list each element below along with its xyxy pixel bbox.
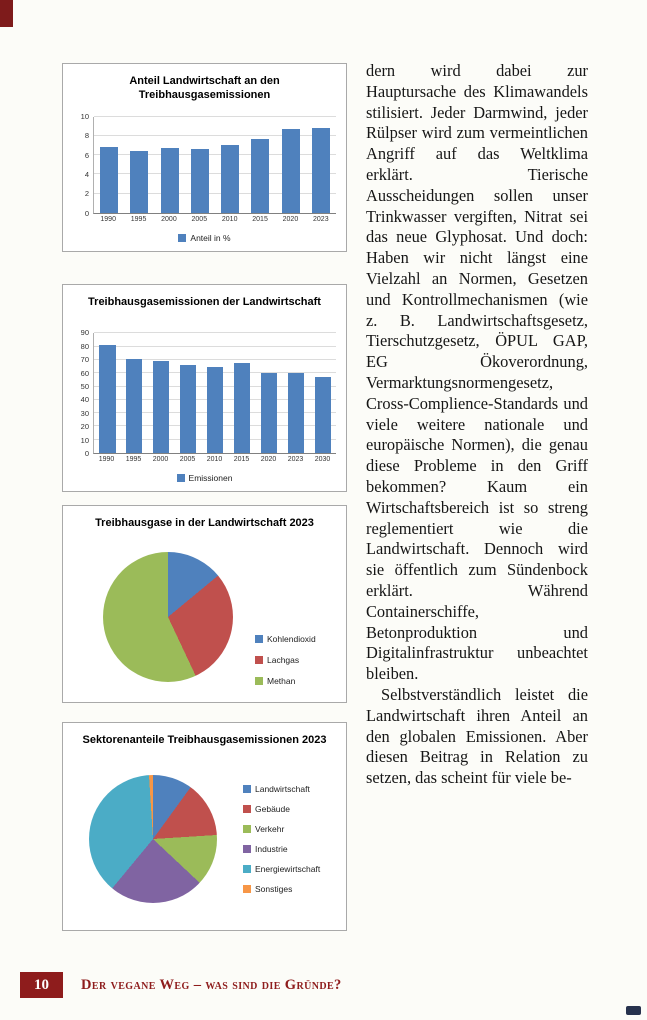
x-axis-label: 2000: [152, 456, 169, 463]
bar-2010: [221, 145, 239, 213]
body-text-column: [366, 61, 588, 789]
legend: [73, 468, 336, 485]
x-axis-label: 1995: [125, 456, 142, 463]
legend-label: Landwirtschaft: [255, 783, 310, 794]
legend-label: Energiewirtschaft: [255, 863, 321, 874]
legend: [73, 228, 336, 245]
pie-graphic: [103, 552, 233, 682]
bar-chart-treibhausgasemissionen: [62, 284, 347, 492]
x-axis-label: 1990: [100, 216, 116, 223]
bar-1995: [130, 151, 148, 213]
legend: [243, 784, 320, 894]
legend-item: [255, 655, 316, 665]
bar-2023: [312, 128, 330, 213]
bar-2005: [191, 149, 209, 213]
legend: [255, 634, 316, 686]
legend-label: Lachgas: [267, 655, 300, 665]
legend-item: [243, 804, 320, 814]
legend-item: [243, 784, 320, 794]
x-axis-label: 2000: [161, 216, 177, 223]
legend-chip: [243, 885, 251, 893]
x-axis: [93, 214, 336, 228]
x-axis-label: 2020: [260, 456, 277, 463]
x-axis-label: 2015: [252, 216, 268, 223]
legend-label: Kohlendioxid: [267, 634, 316, 644]
chart-title: Treibhausgase in der Landwirtschaft 2023: [95, 517, 314, 529]
legend-label: Sonstiges: [255, 883, 293, 894]
page-number: 10: [34, 976, 49, 993]
chart-title: Sektorenanteile Treibhausgasemissionen 2023: [82, 734, 327, 746]
pie-chart-treibhausgase-2023: [62, 505, 347, 703]
bar-2005: [180, 365, 196, 453]
x-axis: [93, 454, 336, 468]
plot-region: [73, 328, 336, 468]
bar-2030: [315, 377, 331, 453]
legend-chip: [177, 474, 185, 482]
legend-chip: [243, 785, 251, 793]
x-axis-label: 2023: [313, 216, 329, 223]
page-number-badge: [20, 972, 63, 998]
plot-region: [73, 753, 336, 924]
legend-chip: [243, 865, 251, 873]
x-axis-label: 1990: [98, 456, 115, 463]
legend-chip: [255, 656, 263, 664]
x-axis-label: 1995: [130, 216, 147, 223]
legend-label: Anteil in %: [190, 233, 231, 243]
legend-chip: [243, 825, 251, 833]
y-axis: 90 80 70 60 50 40 30 20 10 0: [80, 328, 89, 458]
bar-1990: [100, 147, 118, 213]
legend-chip: [255, 677, 263, 685]
x-axis-label: 2005: [179, 456, 196, 463]
plot-region: [73, 538, 336, 696]
legend-item: [243, 884, 320, 894]
y-axis: 10 8 6 4 2 0: [80, 111, 89, 218]
x-axis-label: 2030: [314, 456, 331, 463]
x-axis-label: 2015: [233, 456, 250, 463]
legend-label: Verkehr: [255, 823, 285, 834]
running-title: Der vegane Weg – was sind die Gründe?: [81, 977, 342, 993]
x-axis-label: 2005: [191, 216, 208, 223]
legend-chip: [255, 635, 263, 643]
bar-2020: [282, 129, 300, 213]
legend-item: [255, 634, 316, 644]
legend-chip: [178, 234, 186, 242]
bar-2023: [288, 373, 304, 453]
page-edge-mark-bottom-right: [626, 1006, 641, 1015]
bar-2020: [261, 373, 277, 453]
bar-2000: [153, 361, 169, 453]
body-paragraph: dern wird dabei zur Hauptursache des Klimawandels stilisiert. Jeder Darmwind, jeder Rülpser wird zum vermeintlichen Angriff auf das Weltklima erklärt. Tierische Ausscheidungen sollen unser Trinkwasser vergiften, Nitrat sei das neue Glyphosat. Und doch: Haben wir nicht längst eine Vielzahl an Normen, Gesetzen und Kontrollmechanismen (wie z. B. Landwirtschaftsgesetz, Tierschutzgesetz, ÖPUL GAP, EG Ökoverordnung, Vermarktungsnormengesetz, Cross-Complience-Standards und viele weitere nationale und europäische Normen), die genau diese Probleme in den Griff bekommen? Kaum ein Wirtschaftsbereich ist so streng reglementiert wie die Landwirtschaft. Dennoch wird sie öffentlich zum Sündenbock erklärt. Während Containerschiffe, Betonproduktion und Digitalinfrastruktur unbeachtet bleiben.: [366, 61, 588, 684]
legend-item: [243, 824, 320, 834]
legend-chip: [243, 845, 251, 853]
plot-region: [73, 111, 336, 228]
pie-graphic: [89, 775, 217, 903]
pie-chart-sektorenanteile-2023: [62, 722, 347, 931]
legend-item: [243, 864, 320, 874]
legend-item: [255, 676, 316, 686]
legend-label: Emissionen: [188, 473, 233, 483]
x-axis-label: 2010: [221, 216, 238, 223]
bar-chart-anteil-landwirtschaft: [62, 63, 347, 252]
page-edge-mark-top-left: [0, 0, 13, 27]
bar-1990: [99, 345, 115, 453]
legend-label: Gebäude: [255, 803, 290, 814]
legend-item: [178, 233, 230, 243]
legend-chip: [243, 805, 251, 813]
chart-title: Anteil Landwirtschaft an den Treibhausgasemissionen: [129, 75, 280, 102]
bar-2010: [207, 367, 223, 453]
legend-item: [177, 473, 233, 483]
bar-2000: [161, 148, 179, 213]
bar-1995: [126, 359, 142, 453]
legend-item: [243, 844, 320, 854]
bar-2015: [234, 363, 250, 453]
x-axis-label: 2020: [282, 216, 299, 223]
x-axis-label: 2023: [287, 456, 304, 463]
body-paragraph: Selbstverständlich leistet die Landwirtschaft ihren Anteil an den globalen Emissionen. Aber diesen Beitrag in Relation zu setzen, das scheint für viele be-: [366, 684, 588, 788]
legend-label: Methan: [267, 676, 296, 686]
plot-area: [93, 117, 336, 214]
plot-area: [93, 333, 336, 454]
x-axis-label: 2010: [206, 456, 223, 463]
chart-title: Treibhausgasemissionen der Landwirtschaft: [88, 296, 321, 308]
legend-label: Industrie: [255, 843, 288, 854]
bar-2015: [251, 139, 269, 213]
